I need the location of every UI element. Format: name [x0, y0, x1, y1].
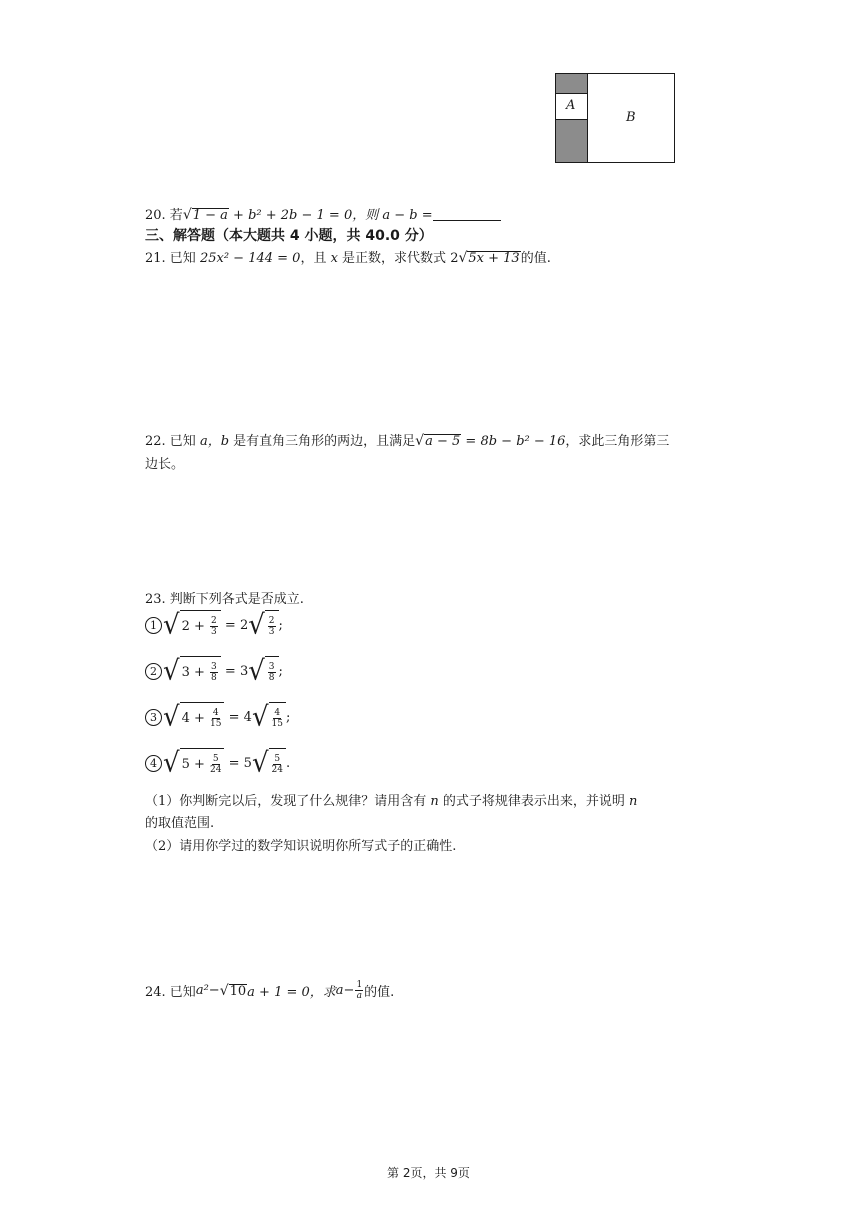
figure-left-strip	[556, 74, 588, 162]
question-23-part2: （2）请用你学过的数学知识说明你所写式子的正确性.	[145, 839, 457, 854]
q23-left-fraction	[210, 616, 218, 637]
q23-right-radical: √ $\frac{2}{3}$	[248, 610, 278, 641]
q23-item: 1 √ 2 + $\frac{2}{3}$ = 2 √ $\frac{2}{3}$ ;	[145, 610, 283, 641]
q23-left-fraction	[210, 708, 221, 729]
shaded-region-bottom	[556, 119, 587, 162]
q23-int: 5	[181, 756, 190, 772]
q23-left-radical: √ 4 + $\frac{4}{15}$	[163, 702, 224, 733]
q23-right-radical: √ $\frac{3}{8}$	[248, 656, 278, 687]
shaded-region-top	[556, 74, 587, 94]
q23-left-radical: √ 2 + $\frac{2}{3}$	[163, 610, 221, 641]
question-23-part1-line1	[145, 790, 637, 809]
q23-right-fraction	[268, 616, 276, 637]
question-21: 21. 已知 25x² − 144 = 0，且 x 是正数，求代数式 2√5x + 13的值.	[145, 250, 551, 266]
q23-right-num: 3	[268, 661, 275, 672]
q22-ab: a，b	[199, 434, 230, 449]
question-24: 24. 已知 a² − √10 a + 1 = 0，求 a − $\frac{1}{a}$ 的值.	[145, 980, 395, 1001]
q22-equation: = 8b − b² − 16	[461, 434, 566, 449]
q21-coef: 2	[450, 251, 459, 266]
q23-left-num: 2	[211, 615, 217, 626]
q24-minus: −	[208, 983, 220, 998]
q20-middle: + b² + 2b − 1 = 0，则	[228, 208, 383, 223]
q23-right-den: 8	[268, 672, 275, 683]
q23-left-fraction	[210, 754, 221, 775]
q23-right-num: 4	[274, 707, 281, 718]
q23-p1-text-a: （1）你判断完以后，发现了什么规律？请用含有	[145, 794, 431, 809]
circled-number: 2	[145, 663, 162, 680]
q23-left-den: 15	[210, 718, 222, 729]
q23-end: ;	[278, 618, 283, 633]
q21-prefix: 21. 已知	[145, 251, 200, 266]
circled-number: 1	[145, 617, 162, 634]
q23-right-num: 2	[268, 615, 275, 626]
q24-prefix: 24. 已知	[145, 985, 196, 1000]
q23-item: 2 √ 3 + $\frac{3}{8}$ = 3 √ $\frac{3}{8}$ ;	[145, 656, 283, 687]
question-23-part1-line2: 的取值范围.	[145, 816, 215, 831]
q23-coef: 5	[243, 756, 252, 771]
q23-left-fraction	[210, 662, 218, 683]
q23-right-radical: √ $\frac{5}{24}$	[252, 748, 286, 779]
q21-mid: ，且	[300, 251, 331, 266]
q23-item: 3 √ 4 + $\frac{4}{15}$ = 4 √ $\frac{4}{15}$ ;	[145, 702, 290, 733]
q21-suffix: 的值.	[520, 251, 551, 266]
q23-p1-text-b: 的式子将规律表示出来，并说明	[438, 794, 630, 809]
q23-right-den: 3	[268, 626, 275, 637]
q24-radicand: 10	[229, 983, 247, 999]
q23-right-num: 5	[274, 753, 281, 764]
q23-left-den: 24	[210, 764, 222, 775]
q21-mid2: 是正数，求代数式	[337, 251, 451, 266]
q24-suffix: 的值.	[364, 985, 395, 1000]
q23-coef: 2	[239, 618, 249, 633]
q23-left-den: 8	[211, 672, 217, 683]
q20-radicand: 1 − a	[192, 208, 228, 223]
q22-suffix: ，求此三角形第三	[565, 434, 670, 449]
q21-radicand: 5x + 13	[468, 251, 520, 266]
section-3-heading: 三、解答题（本大题共 4 小题，共 40.0 分）	[145, 228, 433, 244]
q23-left-num: 3	[211, 661, 217, 672]
q23-int: 2	[181, 618, 190, 634]
q24-fraction-den: a	[356, 991, 362, 1001]
q23-item: 4 √ 5 + $\frac{5}{24}$ = 5 √ $\frac{5}{24}$ .	[145, 748, 290, 779]
q24-minus2: −	[343, 983, 355, 998]
circled-number: 4	[145, 755, 162, 772]
q24-fraction	[355, 980, 363, 1001]
q23-left-radical: √ 3 + $\frac{3}{8}$	[163, 656, 221, 687]
q24-fraction-num: 1	[356, 980, 363, 990]
page-footer: 第 2页，共 9页	[387, 1166, 470, 1180]
label-b: B	[626, 110, 636, 125]
q22-mid: 是有直角三角形的两边，且满足	[229, 434, 416, 449]
q23-int: 4	[181, 710, 190, 726]
q23-right-radical: √ $\frac{4}{15}$	[252, 702, 286, 733]
q24-rest: a + 1 = 0，求	[247, 985, 336, 1000]
q24-a2: a²	[195, 983, 209, 998]
q23-coef: 3	[239, 664, 249, 679]
q23-p1-n1: n	[430, 794, 439, 809]
question-23-stem: 23. 判断下列各式是否成立.	[145, 592, 304, 607]
q23-coef: 4	[243, 710, 252, 725]
label-a: A	[566, 98, 576, 113]
q23-end: .	[285, 756, 291, 771]
q23-left-num: 4	[212, 707, 219, 718]
q23-left-num: 5	[212, 753, 219, 764]
q23-right-fraction	[268, 662, 276, 683]
q23-right-den: 24	[271, 764, 283, 775]
q23-end: ;	[278, 664, 283, 679]
q23-p1-n2: n	[629, 794, 638, 809]
q23-right-fraction	[272, 708, 283, 729]
q20-ask: a − b =	[382, 208, 433, 223]
q20-prefix: 20. 若	[145, 208, 183, 223]
question-20: 20. 若√1 − a + b² + 2b − 1 = 0，则 a − b =	[145, 204, 501, 223]
q23-int: 3	[181, 664, 190, 680]
q23-right-fraction	[272, 754, 283, 775]
circled-number: 3	[145, 709, 162, 726]
figure-squares	[555, 73, 675, 163]
q21-x: x	[330, 251, 338, 266]
q23-left-den: 3	[211, 626, 217, 637]
q23-right-den: 15	[271, 718, 283, 729]
question-22-line2: 边长。	[145, 457, 185, 472]
q24-a: a	[335, 983, 344, 998]
question-22-line1: 22. 已知 a，b 是有直角三角形的两边，且满足√a − 5 = 8b − b² − 16，求此三角形第三	[145, 433, 670, 449]
q23-left-radical: √ 5 + $\frac{5}{24}$	[163, 748, 224, 779]
q21-equation: 25x² − 144 = 0	[199, 251, 301, 266]
q23-end: ;	[285, 710, 291, 725]
q20-answer-blank[interactable]	[433, 208, 501, 221]
q22-radicand: a − 5	[425, 434, 461, 449]
q22-prefix: 22. 已知	[145, 434, 200, 449]
